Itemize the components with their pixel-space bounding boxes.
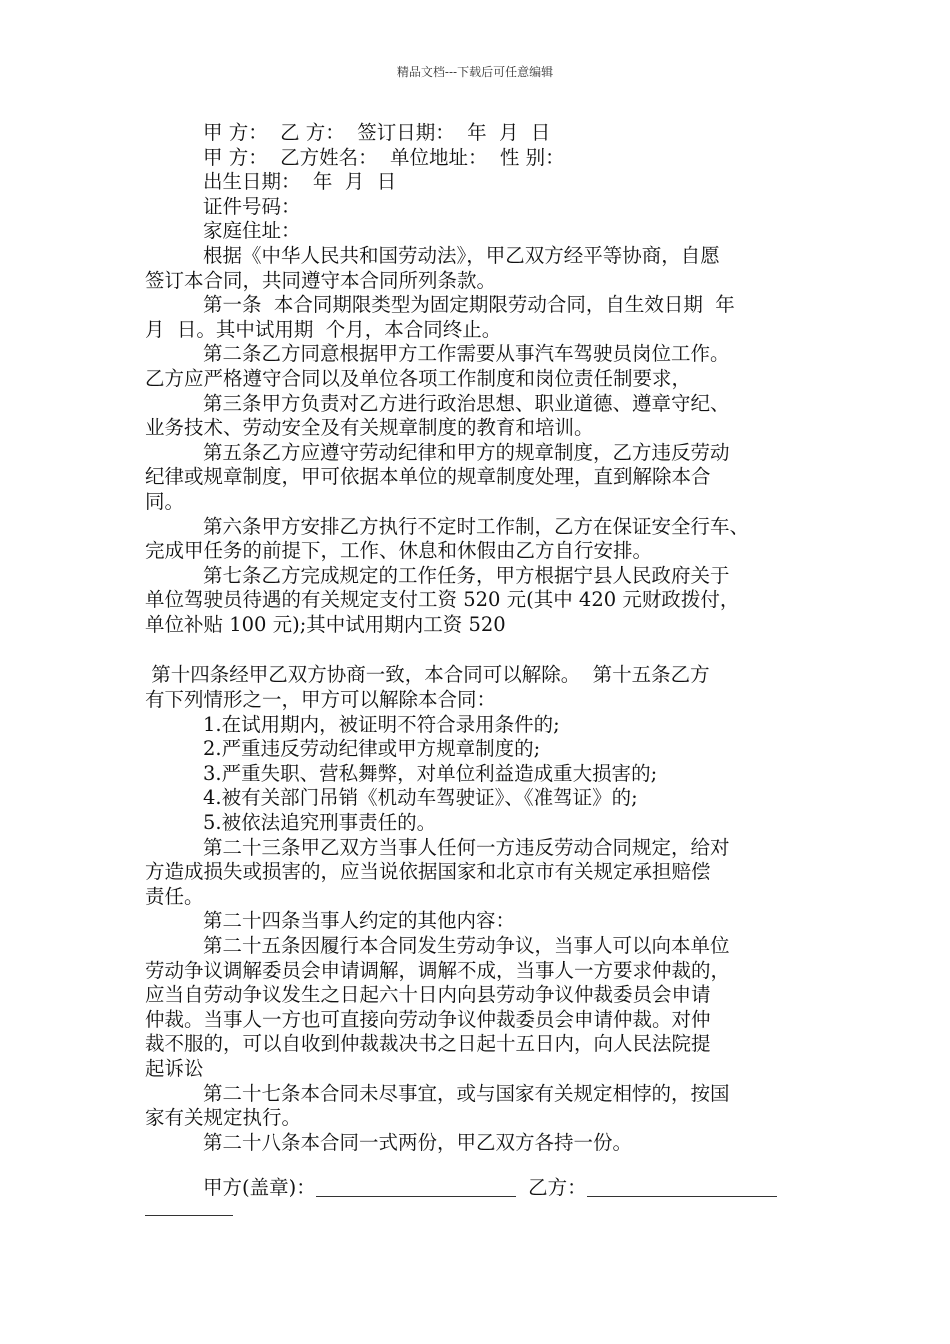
contract-line: 第二十七条本合同未尽事宜，或与国家有关规定相悖的，按国: [203, 1081, 730, 1105]
contract-body: [145, 121, 835, 1155]
contract-line: 裁不服的，可以自收到仲裁裁决书之日起十五日内，向人民法院提: [145, 1032, 711, 1056]
contract-line: 家庭住址：: [203, 219, 301, 243]
party-a-signature-line: [316, 1195, 516, 1197]
contract-line: 责任。: [145, 884, 204, 908]
contract-line: 1.在试用期内，被证明不符合录用条件的;: [203, 712, 560, 736]
contract-line: 甲 方： 乙 方： 签订日期： 年 月 日: [203, 121, 551, 144]
contract-line: 第六条甲方安排乙方执行不定时工作制，乙方在保证安全行车、: [203, 514, 750, 538]
contract-line: 第二十八条本合同一式两份，甲乙双方各持一份。: [203, 1130, 633, 1154]
contract-line: 单位补贴 100 元);其中试用期内工资 520: [145, 612, 506, 636]
contract-line: 2.严重违反劳动纪律或甲方规章制度的;: [203, 737, 541, 761]
contract-line: 第二条乙方同意根据甲方工作需要从事汽车驾驶员岗位工作。: [203, 342, 730, 366]
contract-line: 完成甲任务的前提下，工作、休息和休假由乙方自行安排。: [145, 539, 653, 563]
contract-line: 4.被有关部门吊销《机动车驾驶证》、《准驾证》的;: [203, 786, 638, 810]
contract-line: 同。: [145, 489, 185, 513]
contract-line: 纪律或规章制度，甲可依据本单位的规章制度处理，直到解除本合: [145, 465, 711, 489]
contract-line: 5.被依法追究刑事责任的。: [203, 811, 437, 835]
page-header: 精品文档---下载后可任意编辑: [396, 65, 554, 79]
contract-line: 证件号码：: [203, 194, 301, 218]
paragraph-gap: [145, 637, 835, 663]
contract-line: 根据《中华人民共和国劳动法》，甲乙双方经平等协商，自愿: [203, 243, 720, 267]
contract-line: 家有关规定执行。: [145, 1106, 302, 1130]
contract-line: 签订本合同，共同遵守本合同所列条款。: [145, 268, 497, 292]
contract-line: 第二十四条当事人约定的其他内容：: [203, 909, 516, 933]
contract-line: 劳动争议调解委员会申请调解，调解不成，当事人一方要求仲裁的，: [145, 958, 731, 982]
contract-line: 有下列情形之一，甲方可以解除本合同：: [145, 688, 497, 712]
contract-line: 方造成损失或损害的，应当说依据国家和北京市有关规定承担赔偿: [145, 860, 711, 884]
contract-line: 单位驾驶员待遇的有关规定支付工资 520 元(其中 420 元财政拨付，: [145, 588, 740, 612]
contract-line: 业务技术、劳动安全及有关规章制度的教育和培训。: [145, 416, 594, 440]
contract-line: 甲 方： 乙方姓名： 单位地址： 性 别：: [203, 145, 565, 169]
contract-line: 第三条甲方负责对乙方进行政治思想、职业道德、遵章守纪、: [203, 391, 730, 415]
contract-line: 出生日期： 年 月 日: [203, 170, 397, 194]
contract-line: 第五条乙方应遵守劳动纪律和甲方的规章制度，乙方违反劳动: [203, 440, 730, 464]
contract-line: 月 日。其中试用期 个月，本合同终止。: [145, 317, 502, 341]
signature-row: [203, 1172, 777, 1200]
contract-line: 第二十三条甲乙双方当事人任何一方违反劳动合同规定，给对: [203, 835, 730, 859]
party-b-label: 乙方：: [528, 1176, 587, 1199]
contract-line: 起诉讼: [145, 1056, 204, 1080]
contract-line: 第一条 本合同期限类型为固定期限劳动合同，自生效日期 年: [203, 293, 735, 317]
party-a-seal-label: 甲方(盖章)：: [203, 1176, 316, 1199]
contract-line: 仲裁。当事人一方也可直接向劳动争议仲裁委员会申请仲裁。对仲: [145, 1007, 711, 1031]
trailing-signature-line: [145, 1215, 233, 1216]
party-b-signature-line: [587, 1195, 777, 1197]
contract-line: 3.严重失职、营私舞弊，对单位利益造成重大损害的;: [203, 761, 658, 785]
contract-line: 乙方应严格遵守合同以及单位各项工作制度和岗位责任制要求，: [145, 366, 692, 390]
contract-line: 第十四条经甲乙双方协商一致，本合同可以解除。 第十五条乙方: [145, 663, 710, 687]
contract-line: 第二十五条因履行本合同发生劳动争议，当事人可以向本单位: [203, 934, 730, 957]
contract-line: 应当自劳动争议发生之日起六十日内向县劳动争议仲裁委员会申请: [145, 983, 711, 1007]
contract-line: 第七条乙方完成规定的工作任务，甲方根据宁县人民政府关于: [203, 563, 730, 587]
